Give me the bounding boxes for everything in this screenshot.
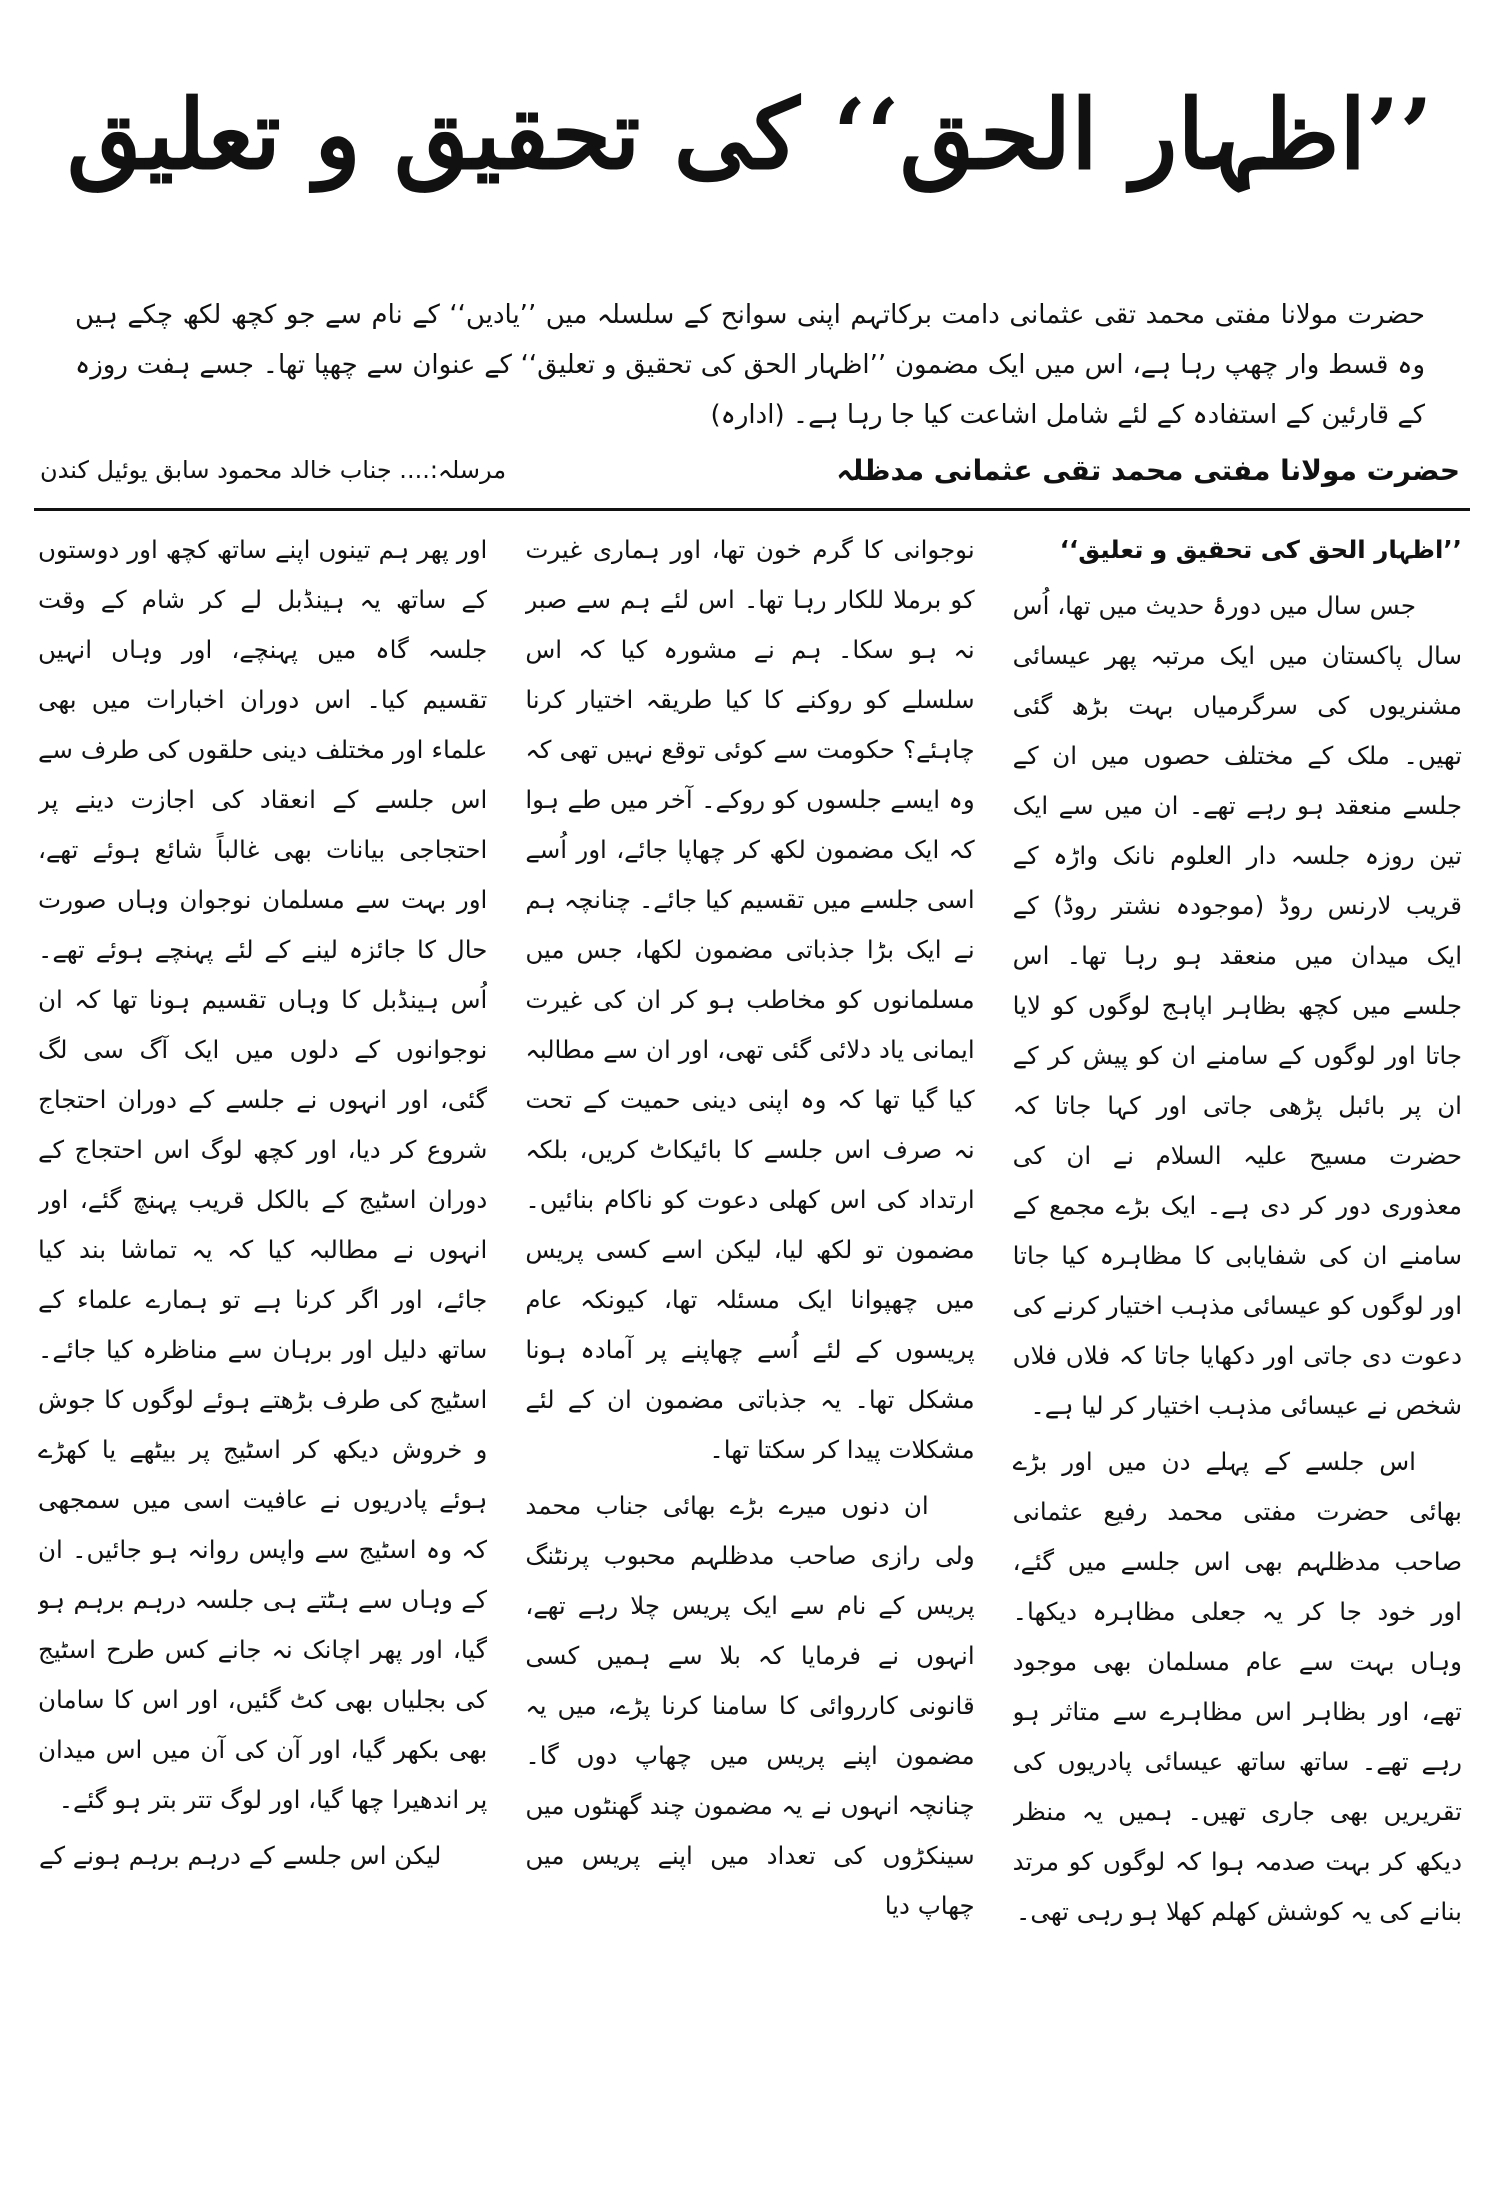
sender-credit: مرسلہ:.... جناب خالد محمود سابق یوئیل کندن <box>40 456 507 484</box>
header-divider <box>34 508 1470 511</box>
author-name: حضرت مولانا مفتی محمد تقی عثمانی مدظلہ <box>836 453 1460 487</box>
byline <box>40 442 1460 498</box>
paragraph: اور پھر ہم تینوں اپنے ساتھ کچھ اور دوستوں کے ساتھ یہ ہینڈبل لے کر شام کے وقت جلسہ گاہ میں پہنچے، اور وہاں انہیں تقسیم کیا۔ اس دوران اخبارات میں بھی علماء اور مختلف دینی حلقوں کی طرف سے اس جلسے کے انعقاد کی اجازت دینے پر احتجاجی بیانات بھی غالباً شائع ہوئے تھے، اور بہت سے مسلمان نوجوان وہاں صورت حال کا جائزہ لینے کے لئے پہنچے ہوئے تھے۔ اُس ہینڈبل کا وہاں تقسیم ہونا تھا کہ ان نوجوانوں کے دلوں میں ایک آگ سی لگ گئی، اور انہوں نے جلسے کے دوران احتجاج شروع کر دیا، اور کچھ لوگ اس احتجاج کے دوران اسٹیج کے بالکل قریب پہنچ گئے، اور انہوں نے مطالبہ کیا کہ یہ تماشا بند کیا جائے، اور اگر کرنا ہے تو ہمارے علماء کے ساتھ دلیل اور برہان سے مناظرہ کیا جائے۔ اسٹیج کی طرف بڑھتے ہوئے لوگوں کا جوش و خروش دیکھ کر اسٹیج پر بیٹھے یا کھڑے ہوئے پادریوں نے عافیت اسی میں سمجھی کہ وہ اسٹیج سے واپس روانہ ہو جائیں۔ ان کے وہاں سے ہٹتے ہی جلسہ درہم برہم ہو گیا، اور پھر اچانک نہ جانے کس طرح اسٹیج کی بجلیاں بھی کٹ گئیں، اور اس کا سامان بھی بکھر گیا، اور آن کی آن میں اس میدان پر اندھیرا چھا گیا، اور لوگ تتر بتر ہو گئے۔ <box>38 535 488 1814</box>
paragraph: نوجوانی کا گرم خون تھا، اور ہماری غیرت کو برملا للکار رہا تھا۔ اس لئے ہم سے صبر نہ ہو سکا۔ ہم نے مشورہ کیا کہ اس سلسلے کو روکنے کا کیا طریقہ اختیار کرنا چاہئے؟ حکومت سے کوئی توقع نہیں تھی کہ وہ ایسے جلسوں کو روکے۔ آخر میں طے ہوا کہ ایک مضمون لکھ کر چھاپا جائے، اور اُسے اسی جلسے میں تقسیم کیا جائے۔ چنانچہ ہم نے ایک بڑا جذباتی مضمون لکھا، جس میں مسلمانوں کو مخاطب ہو کر ان کی غیرت ایمانی یاد دلائی گئی تھی، اور ان سے مطالبہ کیا گیا تھا کہ وہ اپنی دینی حمیت کے تحت نہ صرف اس جلسے کا بائیکاٹ کریں، بلکہ ارتداد کی اس کھلی دعوت کو ناکام بنائیں۔ مضمون تو لکھ لیا، لیکن اسے کسی پریس میں چھپوانا ایک مسئلہ تھا، کیونکہ عام پریسوں کے لئے اُسے چھاپنے پر آمادہ ہونا مشکل تھا۔ یہ جذباتی مضمون ان کے لئے مشکلات پیدا کر سکتا تھا۔ <box>525 535 975 1464</box>
article-title: ’’اظہار الحق‘‘ کی تحقیق و تعلیق <box>67 78 1433 191</box>
article-body <box>38 525 1462 2185</box>
column-left <box>38 525 487 2185</box>
editor-intro: حضرت مولانا مفتی محمد تقی عثمانی دامت برکاتہم اپنی سوانح کے سلسلہ میں ’’یادیں‘‘ کے نام سے جو کچھ لکھ چکے ہیں وہ قسط وار چھپ رہا ہے، اس میں ایک مضمون ’’اظہار الحق کی تحقیق و تعلیق‘‘ کے عنوان سے چھپا تھا۔ جسے ہفت روزہ کے قارئین کے استفادہ کے لئے شامل اشاعت کیا جا رہا ہے۔ (ادارہ) <box>75 300 1425 430</box>
paragraph: اس جلسے کے پہلے دن میں اور بڑے بھائی حضرت مفتی محمد رفیع عثمانی صاحب مدظلہم بھی اس جلسے میں گئے، اور خود جا کر یہ جعلی مظاہرہ دیکھا۔ وہاں بہت سے عام مسلمان بھی موجود تھے، اور بظاہر اس مظاہرے سے متاثر ہو رہے تھے۔ ساتھ ساتھ عیسائی پادریوں کی تقریریں بھی جاری تھیں۔ ہمیں یہ منظر دیکھ کر بہت صدمہ ہوا کہ لوگوں کو مرتد بنانے کی یہ کوشش کھلم کھلا ہو رہی تھی۔ <box>1012 1447 1462 1926</box>
column-middle <box>525 525 974 2185</box>
paragraph: ان دنوں میرے بڑے بھائی جناب محمد ولی رازی صاحب مدظلہم محبوب پرنٹنگ پریس کے نام سے ایک پریس چلا رہے تھے، انہوں نے فرمایا کہ بلا سے ہمیں کسی قانونی کارروائی کا سامنا کرنا پڑے، میں یہ مضمون اپنے پریس میں چھاپ دوں گا۔ چنانچہ انہوں نے یہ مضمون چند گھنٹوں میں سینکڑوں کی تعداد میں اپنے پریس میں چھاپ دیا <box>525 1491 975 1920</box>
paragraph: جس سال میں دورۂ حدیث میں تھا، اُس سال پاکستان میں ایک مرتبہ پھر عیسائی مشنریوں کی سرگرمیاں بہت بڑھ گئی تھیں۔ ملک کے مختلف حصوں میں ان کے جلسے منعقد ہو رہے تھے۔ ان میں سے ایک تین روزہ جلسہ دار العلوم نانک واڑہ کے قریب لارنس روڈ (موجودہ نشتر روڈ) کے ایک میدان میں منعقد ہو رہا تھا۔ اس جلسے میں کچھ بظاہر اپاہج لوگوں کو لایا جاتا اور لوگوں کے سامنے ان کو پیش کر کے ان پر بائبل پڑھی جاتی اور کہا جاتا کہ حضرت مسیح علیہ السلام نے ان کی معذوری دور کر دی ہے۔ ایک بڑے مجمع کے سامنے ان کی شفایابی کا مظاہرہ کیا جاتا اور لوگوں کو عیسائی مذہب اختیار کرنے کی دعوت دی جاتی اور دکھایا جاتا کہ فلاں فلاں شخص نے عیسائی مذہب اختیار کر لیا ہے۔ <box>1012 591 1462 1420</box>
column-heading: ’’اظہار الحق کی تحقیق و تعلیق‘‘ <box>1059 535 1462 564</box>
column-right <box>1013 525 1462 2185</box>
paragraph: لیکن اس جلسے کے درہم برہم ہونے کے <box>38 1841 442 1870</box>
